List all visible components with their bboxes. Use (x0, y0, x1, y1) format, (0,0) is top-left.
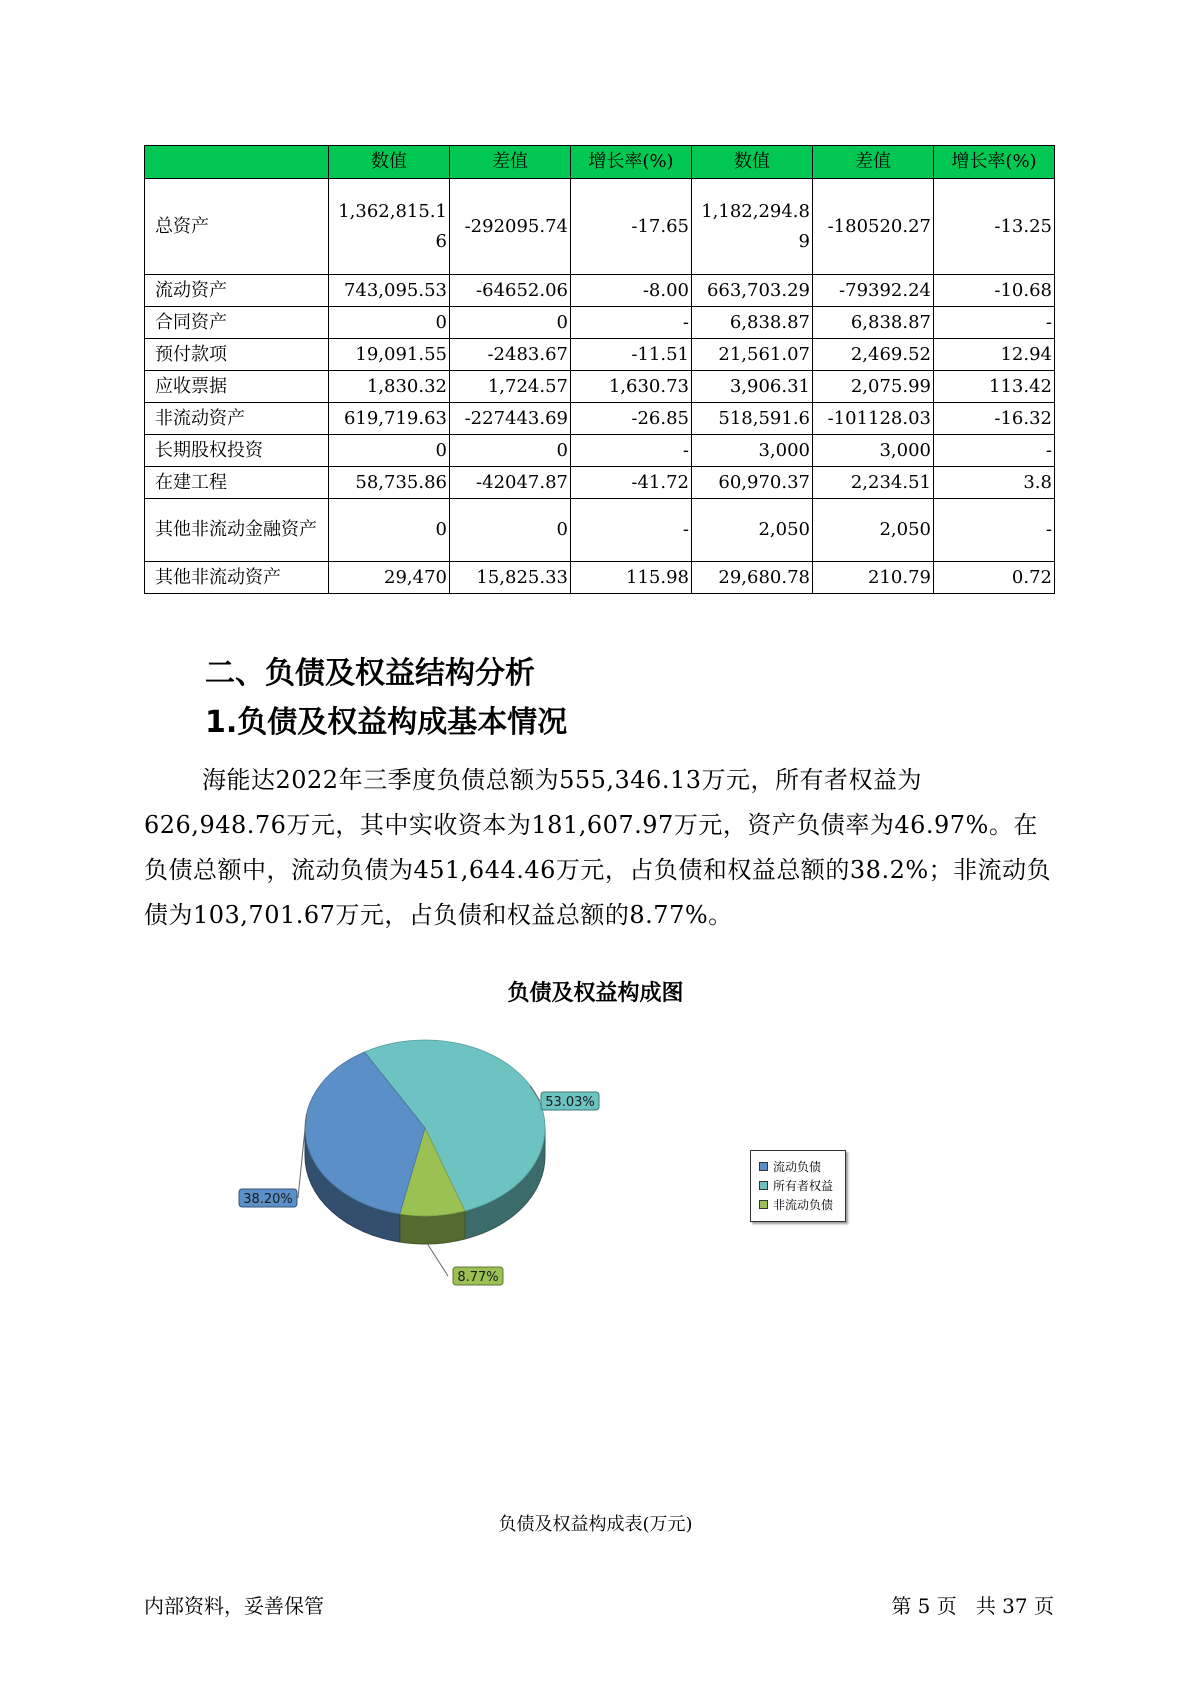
table-header-cell: 差值 (450, 146, 571, 179)
table-cell: 0 (329, 307, 450, 339)
table-cell: 0 (450, 307, 571, 339)
table-cell: -64652.06 (450, 275, 571, 307)
table-cell: 0 (329, 499, 450, 562)
table-cell: 1,362,815.16 (329, 179, 450, 275)
table-cell: 518,591.6 (692, 403, 813, 435)
table-cell: 113.42 (934, 371, 1055, 403)
sub-heading: 1.负债及权益构成基本情况 (205, 705, 568, 740)
table-cell: -292095.74 (450, 179, 571, 275)
table-cell: -10.68 (934, 275, 1055, 307)
table-cell: -16.32 (934, 403, 1055, 435)
table-cell: 15,825.33 (450, 562, 571, 594)
table-cell: -41.72 (571, 467, 692, 499)
table-cell: 0 (450, 499, 571, 562)
table-caption: 负债及权益构成表(万元) (498, 1514, 693, 1535)
table-cell: -8.00 (571, 275, 692, 307)
table-cell: 19,091.55 (329, 339, 450, 371)
table-cell: -42047.87 (450, 467, 571, 499)
row-label: 预付款项 (145, 339, 329, 371)
footer-page-number: 第 5 页 共 37 页 (891, 1594, 1054, 1618)
table-cell: 3.8 (934, 467, 1055, 499)
table-cell: 3,906.31 (692, 371, 813, 403)
table-cell: 58,735.86 (329, 467, 450, 499)
row-label: 流动资产 (145, 275, 329, 307)
table-cell: 2,469.52 (813, 339, 934, 371)
legend-item (759, 1176, 845, 1195)
table-cell: 1,724.57 (450, 371, 571, 403)
table-cell: 2,075.99 (813, 371, 934, 403)
table-header-cell: 差值 (813, 146, 934, 179)
table-cell: 1,182,294.89 (692, 179, 813, 275)
table-cell: 6,838.87 (813, 307, 934, 339)
legend-item (759, 1195, 845, 1214)
row-label: 应收票据 (145, 371, 329, 403)
table-cell: -101128.03 (813, 403, 934, 435)
table-cell: 29,470 (329, 562, 450, 594)
table-cell: 3,000 (692, 435, 813, 467)
table-cell: - (571, 435, 692, 467)
legend-label: 非流动负债 (773, 1198, 834, 1212)
legend-label: 所有者权益 (773, 1179, 834, 1193)
row-label: 非流动资产 (145, 403, 329, 435)
table-cell: 743,095.53 (329, 275, 450, 307)
table-header-cell: 数值 (692, 146, 813, 179)
table-cell: 12.94 (934, 339, 1055, 371)
data-label: 53.03% (545, 1095, 595, 1110)
row-label: 其他非流动资产 (145, 562, 329, 594)
chart-title: 负债及权益构成图 (507, 981, 684, 1006)
table-cell: -17.65 (571, 179, 692, 275)
table-cell: 1,830.32 (329, 371, 450, 403)
table-header-cell: 增长率(%) (571, 146, 692, 179)
table-cell: 3,000 (813, 435, 934, 467)
table-cell: -79392.24 (813, 275, 934, 307)
legend-swatch (759, 1162, 768, 1171)
table-cell: 663,703.29 (692, 275, 813, 307)
table-cell: -26.85 (571, 403, 692, 435)
table-cell: 60,970.37 (692, 467, 813, 499)
row-label: 长期股权投资 (145, 435, 329, 467)
table-cell: -227443.69 (450, 403, 571, 435)
row-label: 总资产 (145, 179, 329, 275)
table-cell: - (571, 307, 692, 339)
table-cell: 115.98 (571, 562, 692, 594)
footer-confidential-note: 内部资料，妥善保管 (144, 1594, 324, 1618)
table-header-cell: 增长率(%) (934, 146, 1055, 179)
table-cell: - (934, 307, 1055, 339)
table-cell: 21,561.07 (692, 339, 813, 371)
table-cell: 2,050 (692, 499, 813, 562)
table-cell: 619,719.63 (329, 403, 450, 435)
table-cell: -2483.67 (450, 339, 571, 371)
row-label: 合同资产 (145, 307, 329, 339)
table-cell: - (934, 435, 1055, 467)
table-cell: 210.79 (813, 562, 934, 594)
table-cell: 2,050 (813, 499, 934, 562)
table-header-cell: 数值 (329, 146, 450, 179)
table-cell: 6,838.87 (692, 307, 813, 339)
table-cell: 1,630.73 (571, 371, 692, 403)
row-label: 其他非流动金融资产 (145, 499, 329, 562)
analysis-paragraph: 海能达2022年三季度负债总额为555,346.13万元，所有者权益为626,948.76万元，其中实收资本为181,607.97万元，资产负债率为46.97%。在负债总额中，流动负债为451,644.46万元，占负债和权益总额的38.2%；非流动负债为103,701.67万元，占负债和权益总额的8.77%。 (144, 766, 1052, 929)
legend-label: 流动负债 (773, 1160, 822, 1174)
data-label: 38.20% (243, 1192, 293, 1207)
table-cell: - (934, 499, 1055, 562)
section-heading: 二、负债及权益结构分析 (205, 656, 535, 691)
table-cell: 2,234.51 (813, 467, 934, 499)
table-cell: - (571, 499, 692, 562)
data-label: 8.77% (457, 1270, 499, 1285)
table-cell: 0 (329, 435, 450, 467)
legend-swatch (759, 1200, 768, 1209)
label-leader-line (427, 1244, 448, 1276)
legend-swatch (759, 1181, 768, 1190)
table-cell: 0.72 (934, 562, 1055, 594)
legend-item (759, 1157, 845, 1176)
table-cell: -180520.27 (813, 179, 934, 275)
table-cell: 0 (450, 435, 571, 467)
table-cell: 29,680.78 (692, 562, 813, 594)
table-cell: -11.51 (571, 339, 692, 371)
table-cell: -13.25 (934, 179, 1055, 275)
row-label: 在建工程 (145, 467, 329, 499)
chart-legend (750, 1150, 846, 1222)
